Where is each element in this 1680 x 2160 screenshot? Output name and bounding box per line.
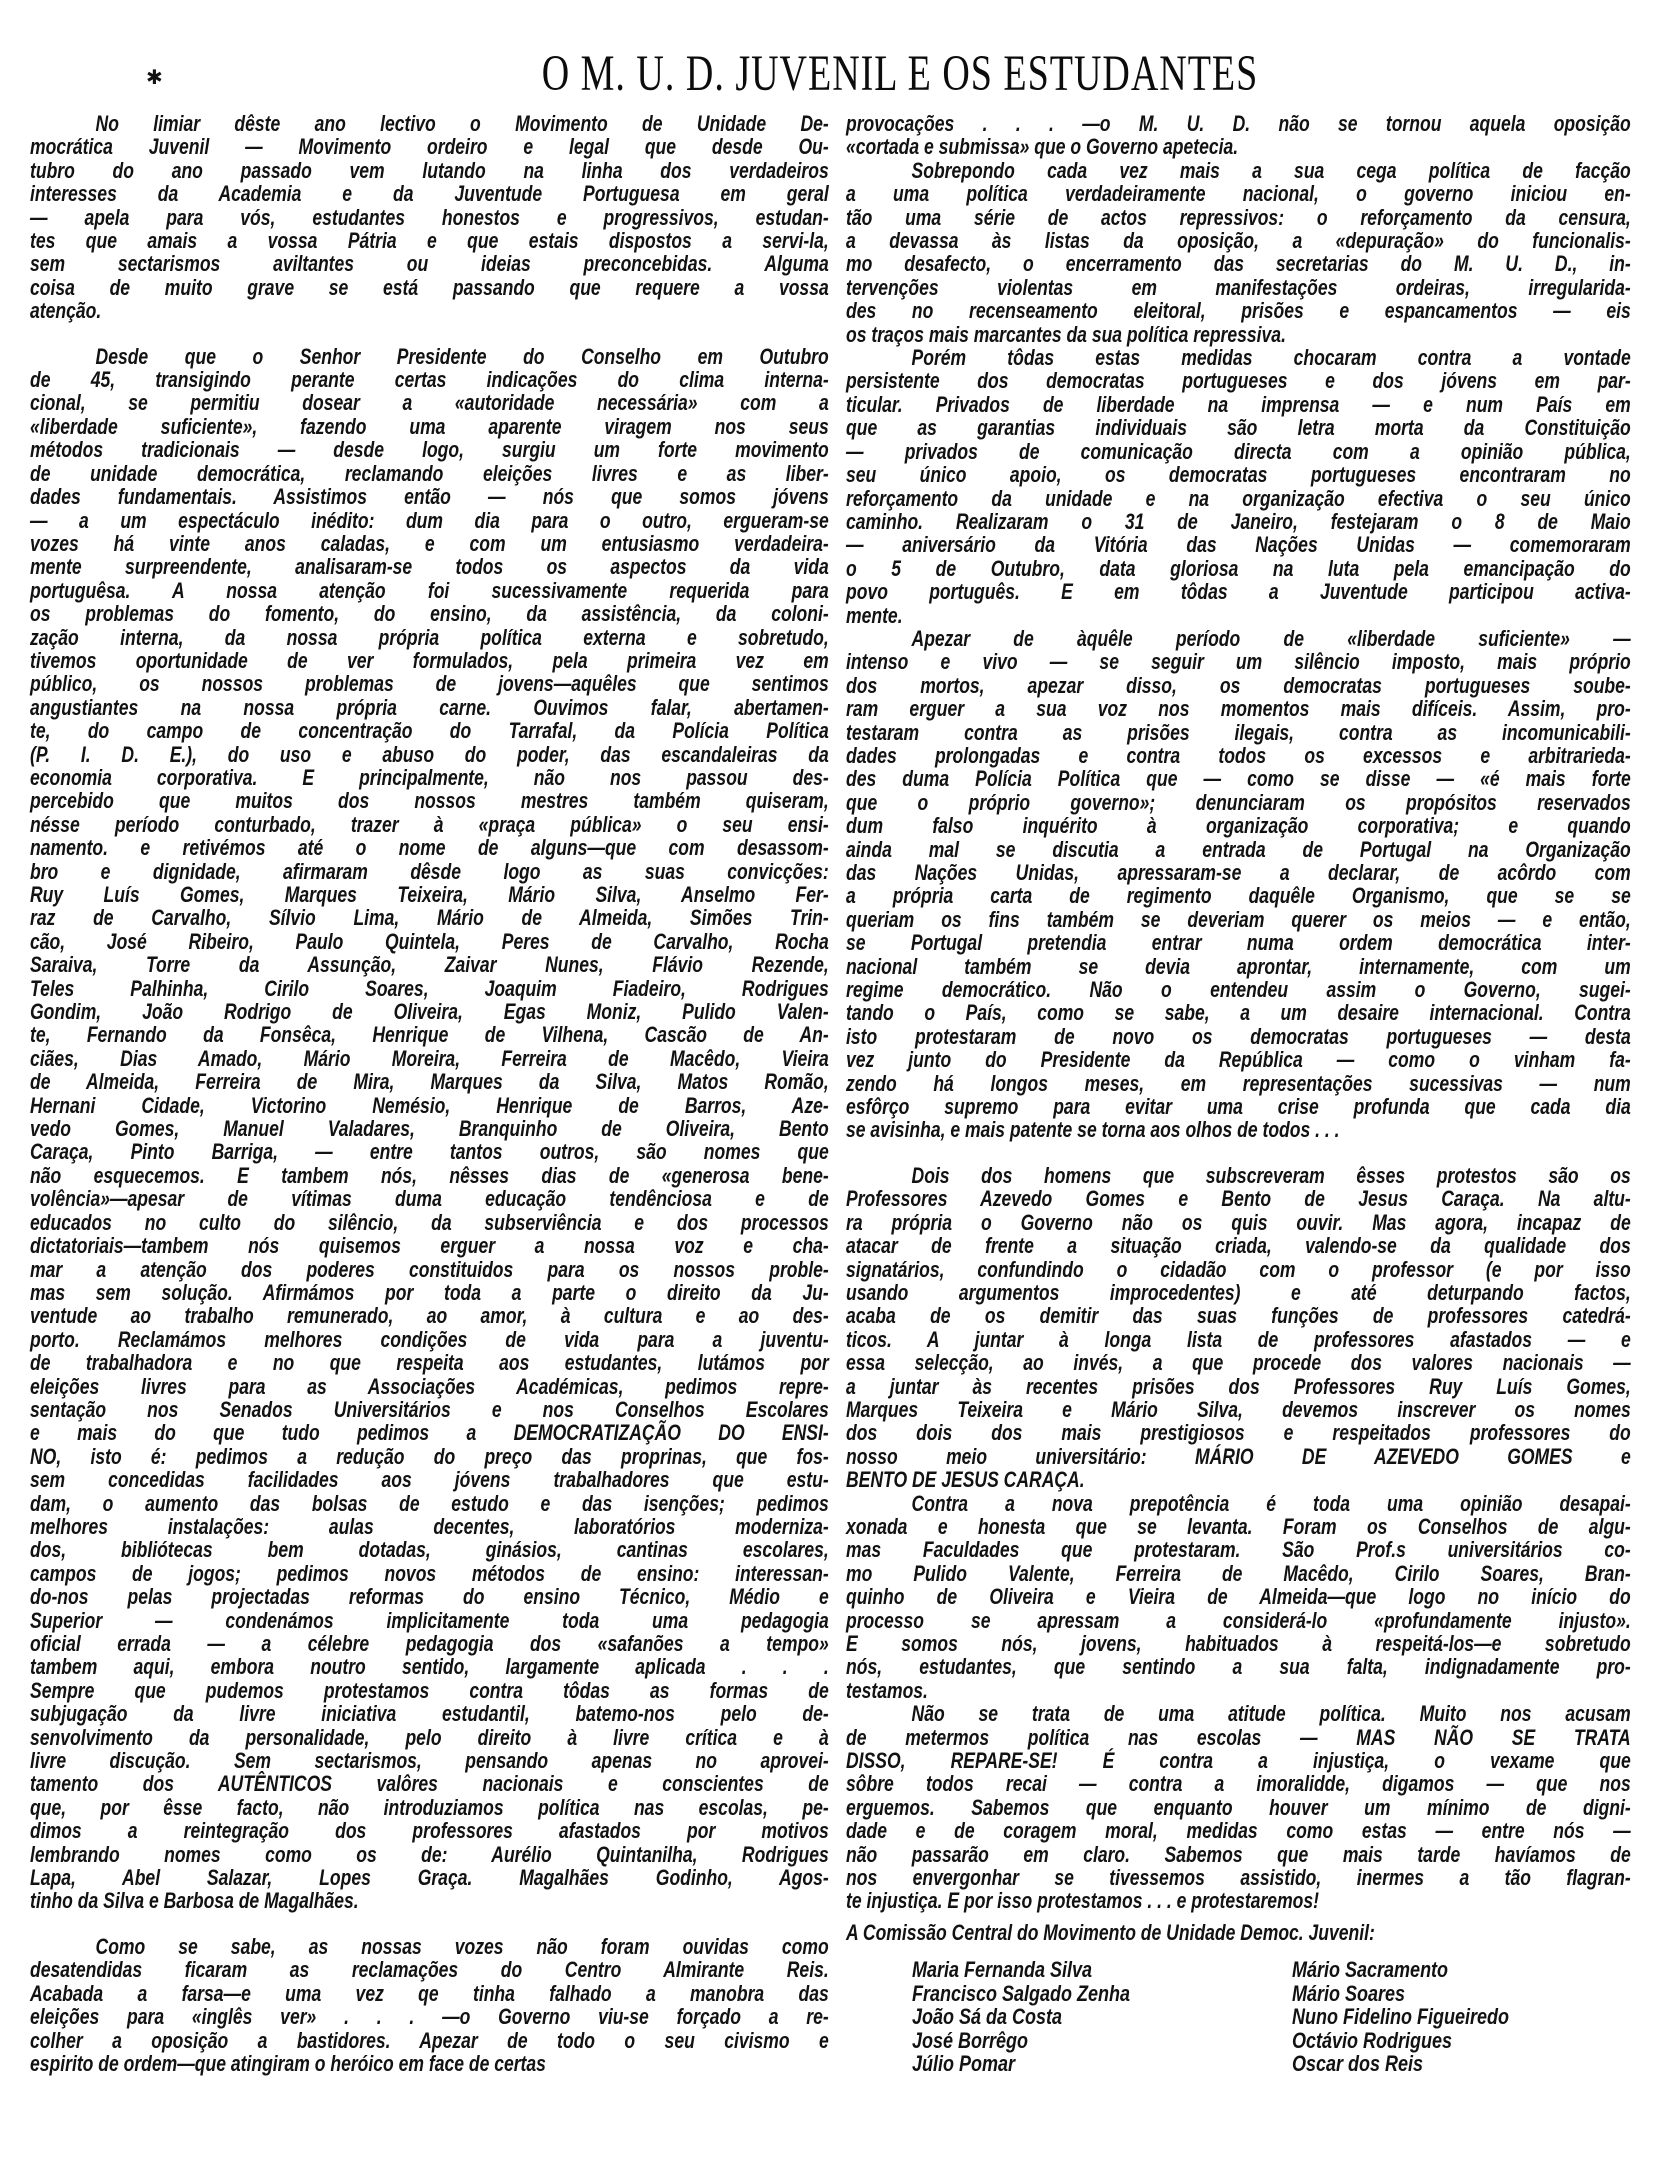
text-line: nós, estudantes, que sentindo a sua falta, indignadamente pro- (846, 1654, 1631, 1680)
text-line: raz de Carvalho, Sílvio Lima, Mário de Almeida, Simões Trin- (30, 905, 829, 931)
text-line: atenção. (30, 298, 102, 324)
paragraph (30, 1935, 830, 2075)
text-line: a devassa às listas da oposição, a «depuração» do funcionalis- (846, 228, 1631, 254)
text-line: dos, bibliótecas bem dotadas, ginásios, cantinas escolares, (30, 1537, 829, 1563)
text-line: dades fundamentais. Assistimos então — nós que somos jóvens (30, 484, 829, 510)
text-line: usando argumentos improcedentes) e até deturpando factos, (846, 1279, 1631, 1305)
text-line: o 5 de Outubro, data gloriosa na luta pela emancipação do (846, 555, 1631, 581)
text-line: «cortada e submissa» que o Governo apetecia. (846, 134, 1239, 160)
signatory-name: José Borrêgo (912, 2027, 1029, 2053)
text-line: testamos. (846, 1677, 928, 1703)
text-line: namento. e retivémos até o nome de alguns—que com desassom- (30, 835, 829, 861)
signatories-left-list (912, 1958, 1292, 2075)
text-line: caminho. Realizaram o 31 de Janeiro, festejaram o 8 de Maio (846, 508, 1631, 534)
text-line: nacional também se devia aprontar, internamente, com um (846, 953, 1631, 979)
text-line: Marques Teixeira e Mário Silva, devemos inscrever os nomes (846, 1396, 1631, 1422)
text-line: Ruy Luís Gomes, Marques Teixeira, Mário Silva, Anselmo Fer- (30, 882, 829, 907)
text-line: a uma política verdadeiramente nacional, o governo iniciou en- (846, 181, 1631, 207)
text-line: (P. I. D. E.), do uso e abuso do poder, das escandaleiras da (30, 741, 829, 767)
text-line: público, os nossos problemas de jovens—aquêles que sentimos (30, 671, 829, 697)
text-line: dum falso inquérito à organização corporativa; e quando (846, 813, 1631, 839)
text-line: a juntar às recentes prisões dos Professores Ruy Luís Gomes, (846, 1373, 1631, 1399)
text-line: tervenções violentas em manifestações ordeiras, irregularida- (846, 274, 1631, 300)
text-line: dam, o aumento das bolsas de estudo e das isenções; pedimos (30, 1490, 829, 1516)
text-line: oficial errada — a célebre pedagogia dos «safanões a tempo» (30, 1631, 829, 1656)
signatories-right-list (1292, 1958, 1672, 2075)
paragraph (846, 112, 1632, 159)
text-line: zendo há longos meses, em representações sucessivas — num (846, 1070, 1631, 1096)
text-line: que, por êsse facto, não introduziamos política nas escolas, pe- (30, 1794, 829, 1820)
text-line: dos mortos, apezar disso, os democratas portugueses soube- (846, 672, 1631, 698)
text-line: mente surpreendente, analisaram-se todos os aspectos da vida (30, 554, 829, 580)
text-line: mas Faculdades que protestaram. São Prof.s universitários co- (846, 1537, 1631, 1563)
text-line: seu único apoio, os democratas portugueses encontraram no (846, 462, 1631, 488)
text-line: Porém tôdas estas medidas chocaram contra a vontade (911, 345, 1631, 371)
text-line: eleições livres para as Associações Académicas, pedimos repre- (30, 1373, 829, 1399)
text-line: mar a atenção dos poderes constituidos para os nossos proble- (30, 1256, 829, 1282)
text-line: BENTO DE JESUS CARAÇA. (846, 1467, 1085, 1493)
text-line: signatários, confundindo o cidadão com o professor (e por isso (846, 1256, 1631, 1282)
text-line: dades prolongadas e contra todos os excessos e arbitrarieda- (846, 742, 1631, 768)
text-line: zação interna, da nossa própria política externa e sobretudo, (30, 624, 829, 650)
text-line: Superior — condenámos implicitamente toda uma pedagogia (30, 1607, 829, 1633)
text-line: reforçamento da unidade e na organização efectiva o seu único (846, 485, 1631, 511)
paragraph (846, 346, 1632, 627)
signatory-name: Mário Sacramento (1292, 1957, 1449, 1983)
text-line: Não se trata de uma atitude política. Muito nos acusam (911, 1701, 1631, 1727)
text-line: Como se sabe, as nossas vozes não foram ouvidas como (95, 1933, 829, 1959)
text-line: mas sem solução. Afirmámos por toda a parte o direito da Ju- (30, 1279, 829, 1305)
text-line: nésse período conturbado, trazer à «praça pública» o seu ensi- (30, 811, 829, 837)
paragraph (846, 159, 1632, 346)
text-line: porto. Reclamámos melhores condições de vida para a juventu- (30, 1326, 829, 1352)
text-line: percebido que muitos dos nossos mestres também quiseram, (30, 788, 829, 814)
right-column (846, 112, 1632, 2075)
text-line: os traços mais marcantes da sua política repressiva. (846, 321, 1286, 347)
text-line: cão, José Ribeiro, Paulo Quintela, Peres de Carvalho, Rocha (30, 928, 829, 954)
text-line: mocrática Juvenil — Movimento ordeiro e legal que desde Ou- (30, 134, 829, 160)
text-line: No limiar dêste ano lectivo o Movimento de Unidade De- (95, 111, 829, 136)
text-line: que as garantias individuais são letra morta da Constituição (846, 415, 1631, 441)
text-line: Sempre que pudemos protestamos contra tôdas as formas de (30, 1677, 829, 1703)
text-line: sôbre todos recai — contra a imoralidde, digamos — que nos (846, 1771, 1631, 1797)
text-line: dade e de coragem moral, medidas como estas — entre nós — (846, 1818, 1631, 1844)
signatories (912, 1958, 1632, 2075)
paragraph (30, 112, 830, 323)
text-line: Desde que o Senhor Presidente do Conselho em Outubro (95, 343, 829, 369)
text-line: sem sectarismos aviltantes ou ideias preconcebidas. Alguma (30, 251, 829, 277)
text-line: do-nos pelas projectadas reformas do ensino Técnico, Médio e (30, 1584, 829, 1610)
text-line: educados no culto do silêncio, da subserviência e dos processos (30, 1209, 829, 1235)
text-line: te, Fernando da Fonsêca, Henrique de Vilhena, Cascão de An- (30, 1022, 829, 1048)
text-line: livre discução. Sem sectarismos, pensando apenas no aprovei- (30, 1748, 829, 1774)
text-line: de unidade democrática, reclamando eleições livres e as liber- (30, 460, 829, 486)
text-line: isto protestaram de novo os democratas portugueses — desta (846, 1023, 1631, 1049)
text-line: dictatoriais—tambem nós quisemos erguer a nossa voz e cha- (30, 1233, 829, 1259)
text-line: esfôrço supremo para evitar uma crise profunda que cada dia (846, 1094, 1631, 1120)
text-line: essa selecção, ao invés, a que procede dos valores nacionais — (846, 1350, 1631, 1376)
signatory-name: Octávio Rodrigues (1292, 2027, 1453, 2053)
text-line: dimos a reintegração dos professores afastados por motivos (30, 1818, 829, 1844)
paragraph (846, 627, 1632, 1142)
text-line: regime democrático. Não o entendeu assim o Governo, sugei- (846, 977, 1631, 1003)
text-line: Gondim, João Rodrigo de Oliveira, Egas Moniz, Pulido Valen- (30, 999, 829, 1025)
text-line: xonada e honesta que se levanta. Foram os Conselhos de algu- (846, 1513, 1631, 1539)
text-line: Contra a nova prepotência é toda uma opinião desapai- (911, 1490, 1631, 1516)
text-line: te injustiça. E por isso protestamos . . . e protestaremos! (846, 1888, 1320, 1914)
text-line: e mais do que tudo pedimos a DEMOCRATIZAÇÃO DO ENSI- (30, 1420, 829, 1446)
text-line: bro e dignidade, afirmaram dêsde logo as suas convicções: (30, 858, 829, 884)
text-line: persistente dos democratas portugueses e dos jóvens em par- (846, 368, 1631, 394)
text-line: vedo Gomes, Manuel Valadares, Branquinho de Oliveira, Bento (30, 1116, 829, 1142)
text-line: ticular. Privados de liberdade na imprensa — e num País em (846, 391, 1631, 417)
text-line: não passarão em claro. Sabemos que mais tarde havíamos de (846, 1841, 1631, 1867)
signatory-name: João Sá da Costa (912, 2004, 1063, 2030)
text-line: ram erguer a sua voz nos momentos mais difíceis. Assim, pro- (846, 696, 1631, 722)
text-line: atacar de frente a situação criada, valendo-se da qualidade dos (846, 1233, 1631, 1259)
text-line: ventude ao trabalho remunerado, ao amor, à cultura e ao des- (30, 1303, 829, 1329)
signatory-name: Júlio Pomar (912, 2050, 1016, 2076)
paragraph (30, 345, 830, 1913)
text-line: tivemos oportunidade de ver formulados, pela primeira vez em (30, 647, 829, 673)
text-line: sentação nos Senados Universitários e nos Conselhos Escolares (30, 1396, 829, 1422)
text-line: Acabada a farsa—e uma vez qe tinha falhado a manobra das (30, 1980, 829, 2006)
text-line: colher a oposição a bastidores. Apezar de todo o seu civismo e (30, 2027, 829, 2053)
text-line: dos dois dos mais prestigiosos e respeitados professores do (846, 1420, 1631, 1446)
text-line: nosso meio universitário: MÁRIO DE AZEVEDO GOMES e (846, 1443, 1631, 1469)
text-line: nos envergonhar se tivessemos assistido, inermes a tão flagran- (846, 1865, 1631, 1891)
text-line: — aniversário da Vitória das Nações Unidas — comemoraram (846, 532, 1631, 558)
asterisk-ornament-icon: ✱ (146, 65, 163, 89)
paragraph (846, 1702, 1632, 1913)
text-line: tinho da Silva e Barbosa de Magalhães. (30, 1888, 359, 1914)
right-column-paragraphs (846, 112, 1632, 1913)
text-line: de Almeida, Ferreira de Mira, Marques da Silva, Matos Romão, (30, 1069, 829, 1095)
text-line: de trabalhadora e no que respeita aos estudantes, lutámos por (30, 1350, 829, 1376)
text-line: mo Pulido Valente, Ferreira de Macêdo, Cirilo Soares, Bran- (846, 1560, 1631, 1586)
text-line: — apela para vós, estudantes honestos e progressivos, estudan- (30, 204, 829, 230)
text-line: processo se apressam a considerá-lo «profundamente injusto». (846, 1607, 1631, 1633)
text-line: ainda mal se discutia a entrada de Portugal na Organização (846, 836, 1631, 862)
text-line: vozes há vinte anos caladas, e com um entusiasmo verdadeira- (30, 530, 829, 556)
signature-heading: A Comissão Central do Movimento de Unidade Democ. Juvenil: (846, 1919, 1375, 1945)
text-line: NO, isto é: pedimos a redução do preço das proprinas, que fos- (30, 1443, 829, 1469)
text-line: tambem aqui, embora noutro sentido, largamente aplicada . . . (30, 1654, 829, 1680)
text-line: subjugação da livre iniciativa estudantil, batemo-nos pelo de- (30, 1701, 829, 1727)
paragraph (846, 1164, 1632, 1492)
text-line: te, do campo de concentração do Tarrafal, da Polícia Política (30, 718, 829, 744)
signatory-name: Nuno Fidelino Figueiredo (1292, 2004, 1509, 2030)
text-line: des duma Polícia Política que — como se disse — «é mais forte (846, 766, 1631, 792)
text-line: os problemas do fomento, do ensino, da assistência, da coloni- (30, 601, 829, 627)
text-line: erguemos. Sabemos que enquanto houver um mínimo de digni- (846, 1794, 1631, 1820)
text-line: provocações . . . —o M. U. D. não se tornou aquela oposição (846, 111, 1631, 136)
signatory-name: Maria Fernanda Silva (912, 1957, 1093, 1983)
text-line: métodos tradicionais — desde logo, surgiu um forte movimento (30, 437, 829, 463)
text-line: acaba de os demitir das suas funções de professores catedrá- (846, 1303, 1631, 1329)
signatory-name: Mário Soares (1292, 1980, 1406, 2006)
left-column (30, 112, 830, 2075)
text-line: — privados de comunicação directa com a opinião pública, (846, 438, 1631, 464)
text-line: de 45, transigindo perante certas indicações do clima interna- (30, 367, 829, 393)
text-line: Professores Azevedo Gomes e Bento de Jesus Caraça. Na altu- (846, 1186, 1631, 1212)
text-line: ra própria o Governo não os quis ouvir. Mas agora, incapaz de (846, 1209, 1631, 1235)
text-line: Caraça, Pinto Barriga, — entre tantos outros, são nomes que (30, 1139, 829, 1165)
text-line: Hernani Cidade, Victorino Nemésio, Henrique de Barros, Aze- (30, 1092, 829, 1118)
text-line: Sobrepondo cada vez mais a sua cega política de facção (911, 157, 1631, 183)
text-line: testaram contra as prisões ilegais, contra as incomunicabili- (846, 719, 1631, 745)
text-line: senvolvimento da personalidade, pelo direito à livre crítica e à (30, 1724, 829, 1750)
text-line: campos de jogos; pedimos novos métodos de ensino: interessan- (30, 1560, 829, 1586)
text-line: Saraiva, Torre da Assunção, Zaivar Nunes, Flávio Rezende, (30, 952, 829, 978)
text-line: intenso e vivo — se seguir um silêncio imposto, mais próprio (846, 649, 1631, 675)
text-line: se avisinha, e mais patente se torna aos olhos de todos . . . (846, 1117, 1340, 1143)
text-line: vez junto do Presidente da República — como o vinham fa- (846, 1047, 1631, 1073)
text-line: des no recenseamento eleitoral, prisões e espancamentos — eis (846, 298, 1631, 324)
signatory-name: Oscar dos Reis (1292, 2050, 1424, 2076)
text-line: queriam os fins também se deveriam querer os meios — e então, (846, 906, 1631, 932)
text-line: a própria carta de regimento daquêle Organismo, que se se (846, 883, 1631, 909)
paragraph (846, 1492, 1632, 1703)
text-line: angustiantes na nossa própria carne. Ouvimos falar, abertamen- (30, 694, 829, 720)
text-line: coisa de muito grave se está passando que requere a vossa (30, 274, 829, 300)
text-line: sem concedidas facilidades aos jóvens trabalhadores que estu- (30, 1467, 829, 1493)
text-line: Dois dos homens que subscreveram êsses protestos são os (911, 1162, 1631, 1188)
text-line: das Nações Unidas, apressaram-se a declarar, de acôrdo com (846, 860, 1631, 885)
article-title: O M. U. D. JUVENIL E OS ESTUDANTES (541, 45, 1259, 103)
text-line: Lapa, Abel Salazar, Lopes Graça. Magalhães Godinho, Agos- (30, 1865, 829, 1891)
text-line: não esquecemos. E tambem nós, nêsses dias de «generosa bene- (30, 1162, 829, 1188)
text-line: DISSO, REPARE-SE! É contra a injustiça, o vexame que (846, 1748, 1631, 1774)
text-line: E somos nós, jovens, habituados à respeitá-los—e sobretudo (846, 1631, 1631, 1656)
text-line: lembrando nomes como os de: Aurélio Quintanilha, Rodrigues (30, 1841, 829, 1867)
text-line: espirito de ordem—que atingiram o heróico em face de certas (30, 2050, 546, 2076)
text-line: portuguêsa. A nossa atenção foi sucessivamente requerida para (30, 577, 829, 603)
text-line: interesses da Academia e da Juventude Portuguesa em geral (30, 181, 829, 207)
text-line: eleições para «inglês ver» . . . —o Governo viu-se forçado a re- (30, 2004, 829, 2030)
text-line: ciães, Dias Amado, Mário Moreira, Ferreira de Macêdo, Vieira (30, 1045, 829, 1071)
text-line: tão uma série de actos repressivos: o reforçamento da censura, (846, 204, 1631, 230)
text-line: mente. (846, 602, 903, 628)
text-line: cional, se permitiu dosear a «autoridade necessária» com a (30, 390, 829, 416)
text-line: volência»—apesar de vítimas duma educação tendênciosa e de (30, 1186, 829, 1212)
signatory-name: Francisco Salgado Zenha (912, 1980, 1131, 2006)
text-line: que o próprio governo»; denunciaram os propósitos reservados (846, 789, 1631, 815)
text-line: «liberdade suficiente», fazendo uma aparente viragem nos seus (30, 413, 829, 439)
text-line: tes que amais a vossa Pátria e que estais dispostos a servi-la, (30, 228, 829, 254)
text-line: quinho de Oliveira e Vieira de Almeida—que logo no início do (846, 1584, 1631, 1610)
text-line: tubro do ano passado vem lutando na linha dos verdadeiros (30, 157, 829, 183)
text-line: Teles Palhinha, Cirilo Soares, Joaquim Fiadeiro, Rodrigues (30, 975, 829, 1001)
text-line: melhores instalações: aulas decentes, laboratórios moderniza- (30, 1513, 829, 1539)
text-line: povo português. E em tôdas a Juventude participou activa- (846, 579, 1631, 605)
text-line: economia corporativa. E principalmente, não nos passou des- (30, 764, 829, 790)
text-line: se Portugal pretendia entrar numa ordem democrática inter- (846, 930, 1631, 956)
text-line: tando o País, como se sabe, a um desaire internacional. Contra (846, 1000, 1631, 1026)
text-line: — a um espectáculo inédito: dum dia para o outro, ergueram-se (30, 507, 829, 533)
text-line: de metermos política nas escolas — MAS NÃO SE TRATA (846, 1724, 1631, 1750)
text-line: ticos. A juntar à longa lista de professores afastados — e (846, 1326, 1631, 1352)
text-line: Apezar de àquêle período de «liberdade suficiente» — (911, 625, 1631, 651)
text-line: mo desafecto, o encerramento das secretarias do M. U. D., in- (846, 251, 1631, 277)
text-line: desatendidas ficaram as reclamações do Centro Almirante Reis. (30, 1957, 829, 1983)
text-line: tamento dos AUTÊNTICOS valôres nacionais e conscientes de (30, 1771, 829, 1797)
